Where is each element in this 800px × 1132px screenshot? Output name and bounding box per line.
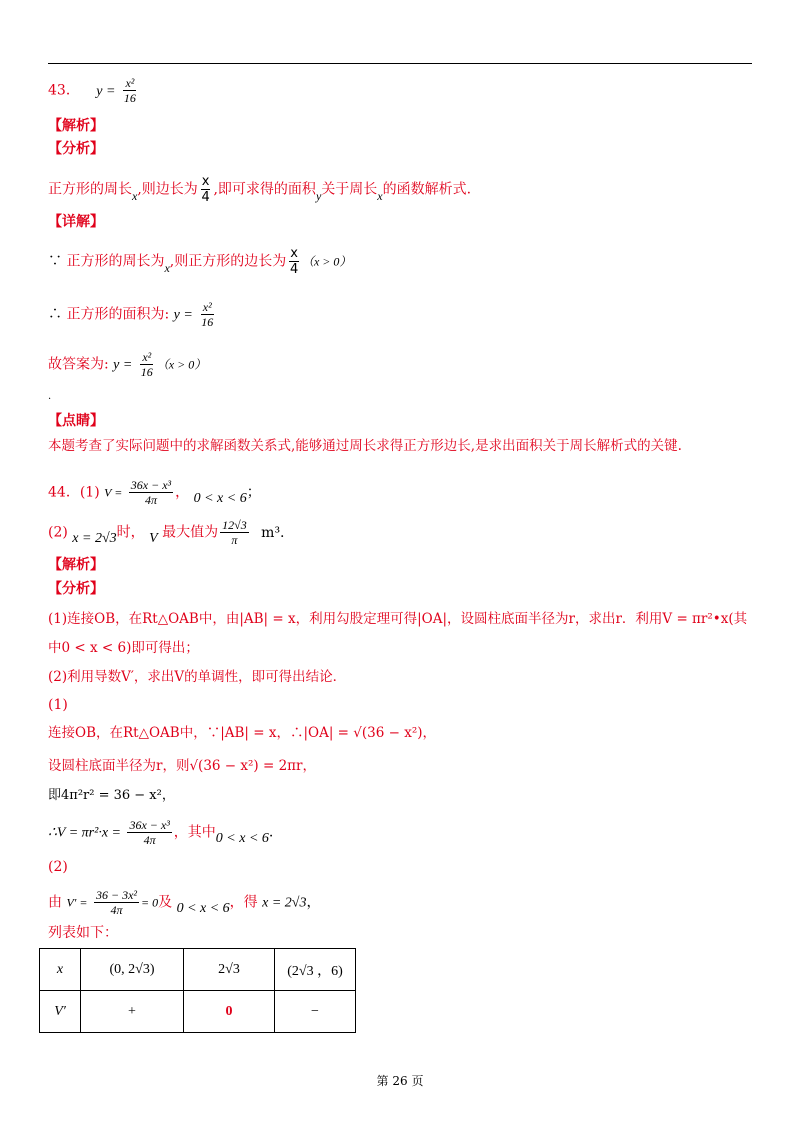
table-cell: x xyxy=(40,949,81,991)
q44-part1-answer: 44．(1) V = $\frac{\text{36x − x³}}{4\pi}$ ， 0 < x < 6； xyxy=(48,478,261,507)
solution-part2-label: (2) xyxy=(48,859,68,875)
volume-fraction: $\frac{\text{36x − x³}}{4\pi}$ xyxy=(129,818,170,847)
q43-step2: ∴ 正方形的面积为: y = $\frac{\text{x²}}{16}$ xyxy=(48,300,214,329)
table-cell: V′ xyxy=(40,991,81,1033)
table-cell: − xyxy=(275,991,356,1033)
table-row xyxy=(40,991,356,1033)
table-cell: 0 xyxy=(184,991,275,1033)
q44-analysis-1b: 中0 < x < 6)即可得出； xyxy=(48,640,199,656)
solution-line-4: ∴V = πr²·x = $\frac{\text{36x − x³}}{4\pi}$ ，其中0 < x < 6. xyxy=(48,818,274,847)
frac-x-over-4: $\frac{x}{4}$ xyxy=(201,174,210,205)
monotonicity-table xyxy=(39,948,356,1033)
derivative-line: 由 V′ = $\frac{\text{36 − 3x²}}{4\pi}$ = 0及 0 < x < 6，得 x = 2√3， xyxy=(48,888,321,917)
dianjing-text: 本题考查了实际问题中的求解函数关系式,能够通过周长求得正方形边长,是求出面积关于周长解析式的关键. xyxy=(48,438,682,454)
section-jiexi: 【解析】 xyxy=(48,557,104,573)
table-cell: 2√3 xyxy=(184,949,275,991)
section-dianjing: 【点睛】 xyxy=(48,413,104,429)
section-fenxi: 【分析】 xyxy=(48,581,104,597)
answer-fraction: $\frac{\text{x²}}{16}$ xyxy=(123,76,136,105)
solution-part1-label: (1) xyxy=(48,697,68,713)
q44-analysis-2: (2)利用导数V′，求出V的单调性，即可得出结论． xyxy=(48,669,347,685)
q43-answer xyxy=(48,76,140,105)
table-row xyxy=(40,949,356,991)
answer-lhs: y = xyxy=(96,83,116,99)
q44-analysis-1: (1)连接OB，在Rt△OAB中，由|AB| = x，利用勾股定理可得|OA|，设圆柱底面半径为r，求出r．利用V = πr²•x(其 xyxy=(48,611,748,627)
header-rule xyxy=(48,63,752,64)
final-fraction: $\frac{\text{x²}}{16}$ xyxy=(140,350,153,379)
volume-fraction: $\frac{\text{36x − x³}}{4\pi}$ xyxy=(130,478,172,507)
table-cell: (0, 2√3) xyxy=(81,949,184,991)
stray-dot: . xyxy=(48,391,52,402)
page-number: 第 26 页 xyxy=(376,1074,424,1088)
table-intro: 列表如下： xyxy=(48,925,118,941)
q43-final-answer: 故答案为: y = $\frac{\text{x²}}{16}$ （x > 0） xyxy=(48,350,207,379)
area-fraction: $\frac{\text{x²}}{16}$ xyxy=(201,300,214,329)
table-cell: (2√3 ，6) xyxy=(275,949,356,991)
frac-x-over-4: $\frac{x}{4}$ xyxy=(289,246,299,277)
max-fraction: $\frac{12√3}{\pi}$ xyxy=(222,518,247,547)
section-xiangjie: 【详解】 xyxy=(48,214,104,230)
q44-part2-answer: (2) x = 2√3时， V 最大值为 $\frac{12√3}{\pi}$ m³. xyxy=(48,518,285,547)
section-jiexi: 【解析】 xyxy=(48,118,104,134)
solution-line-1: 连接OB，在Rt△OAB中，∵|AB| = x，∴|OA| = √(36 − x²)， xyxy=(48,725,437,741)
table-cell: + xyxy=(81,991,184,1033)
q43-analysis: 正方形的周长x,则边长为 $\frac{x}{4}$ ,即可求得的面积y关于周长x的函数解析式. xyxy=(48,174,472,205)
q43-step1: ∵ 正方形的周长为x,则正方形的边长为 $\frac{x}{4}$ （x > 0） xyxy=(48,246,352,277)
question-number: 43． xyxy=(48,82,80,99)
section-fenxi: 【分析】 xyxy=(48,141,104,157)
derivative-fraction: $\frac{\text{36 − 3x²}}{4\pi}$ xyxy=(95,888,137,917)
solution-line-3: 即4π²r² = 36 − x²， xyxy=(48,788,175,803)
solution-line-2: 设圆柱底面半径为r，则√(36 − x²) = 2πr， xyxy=(48,758,316,774)
